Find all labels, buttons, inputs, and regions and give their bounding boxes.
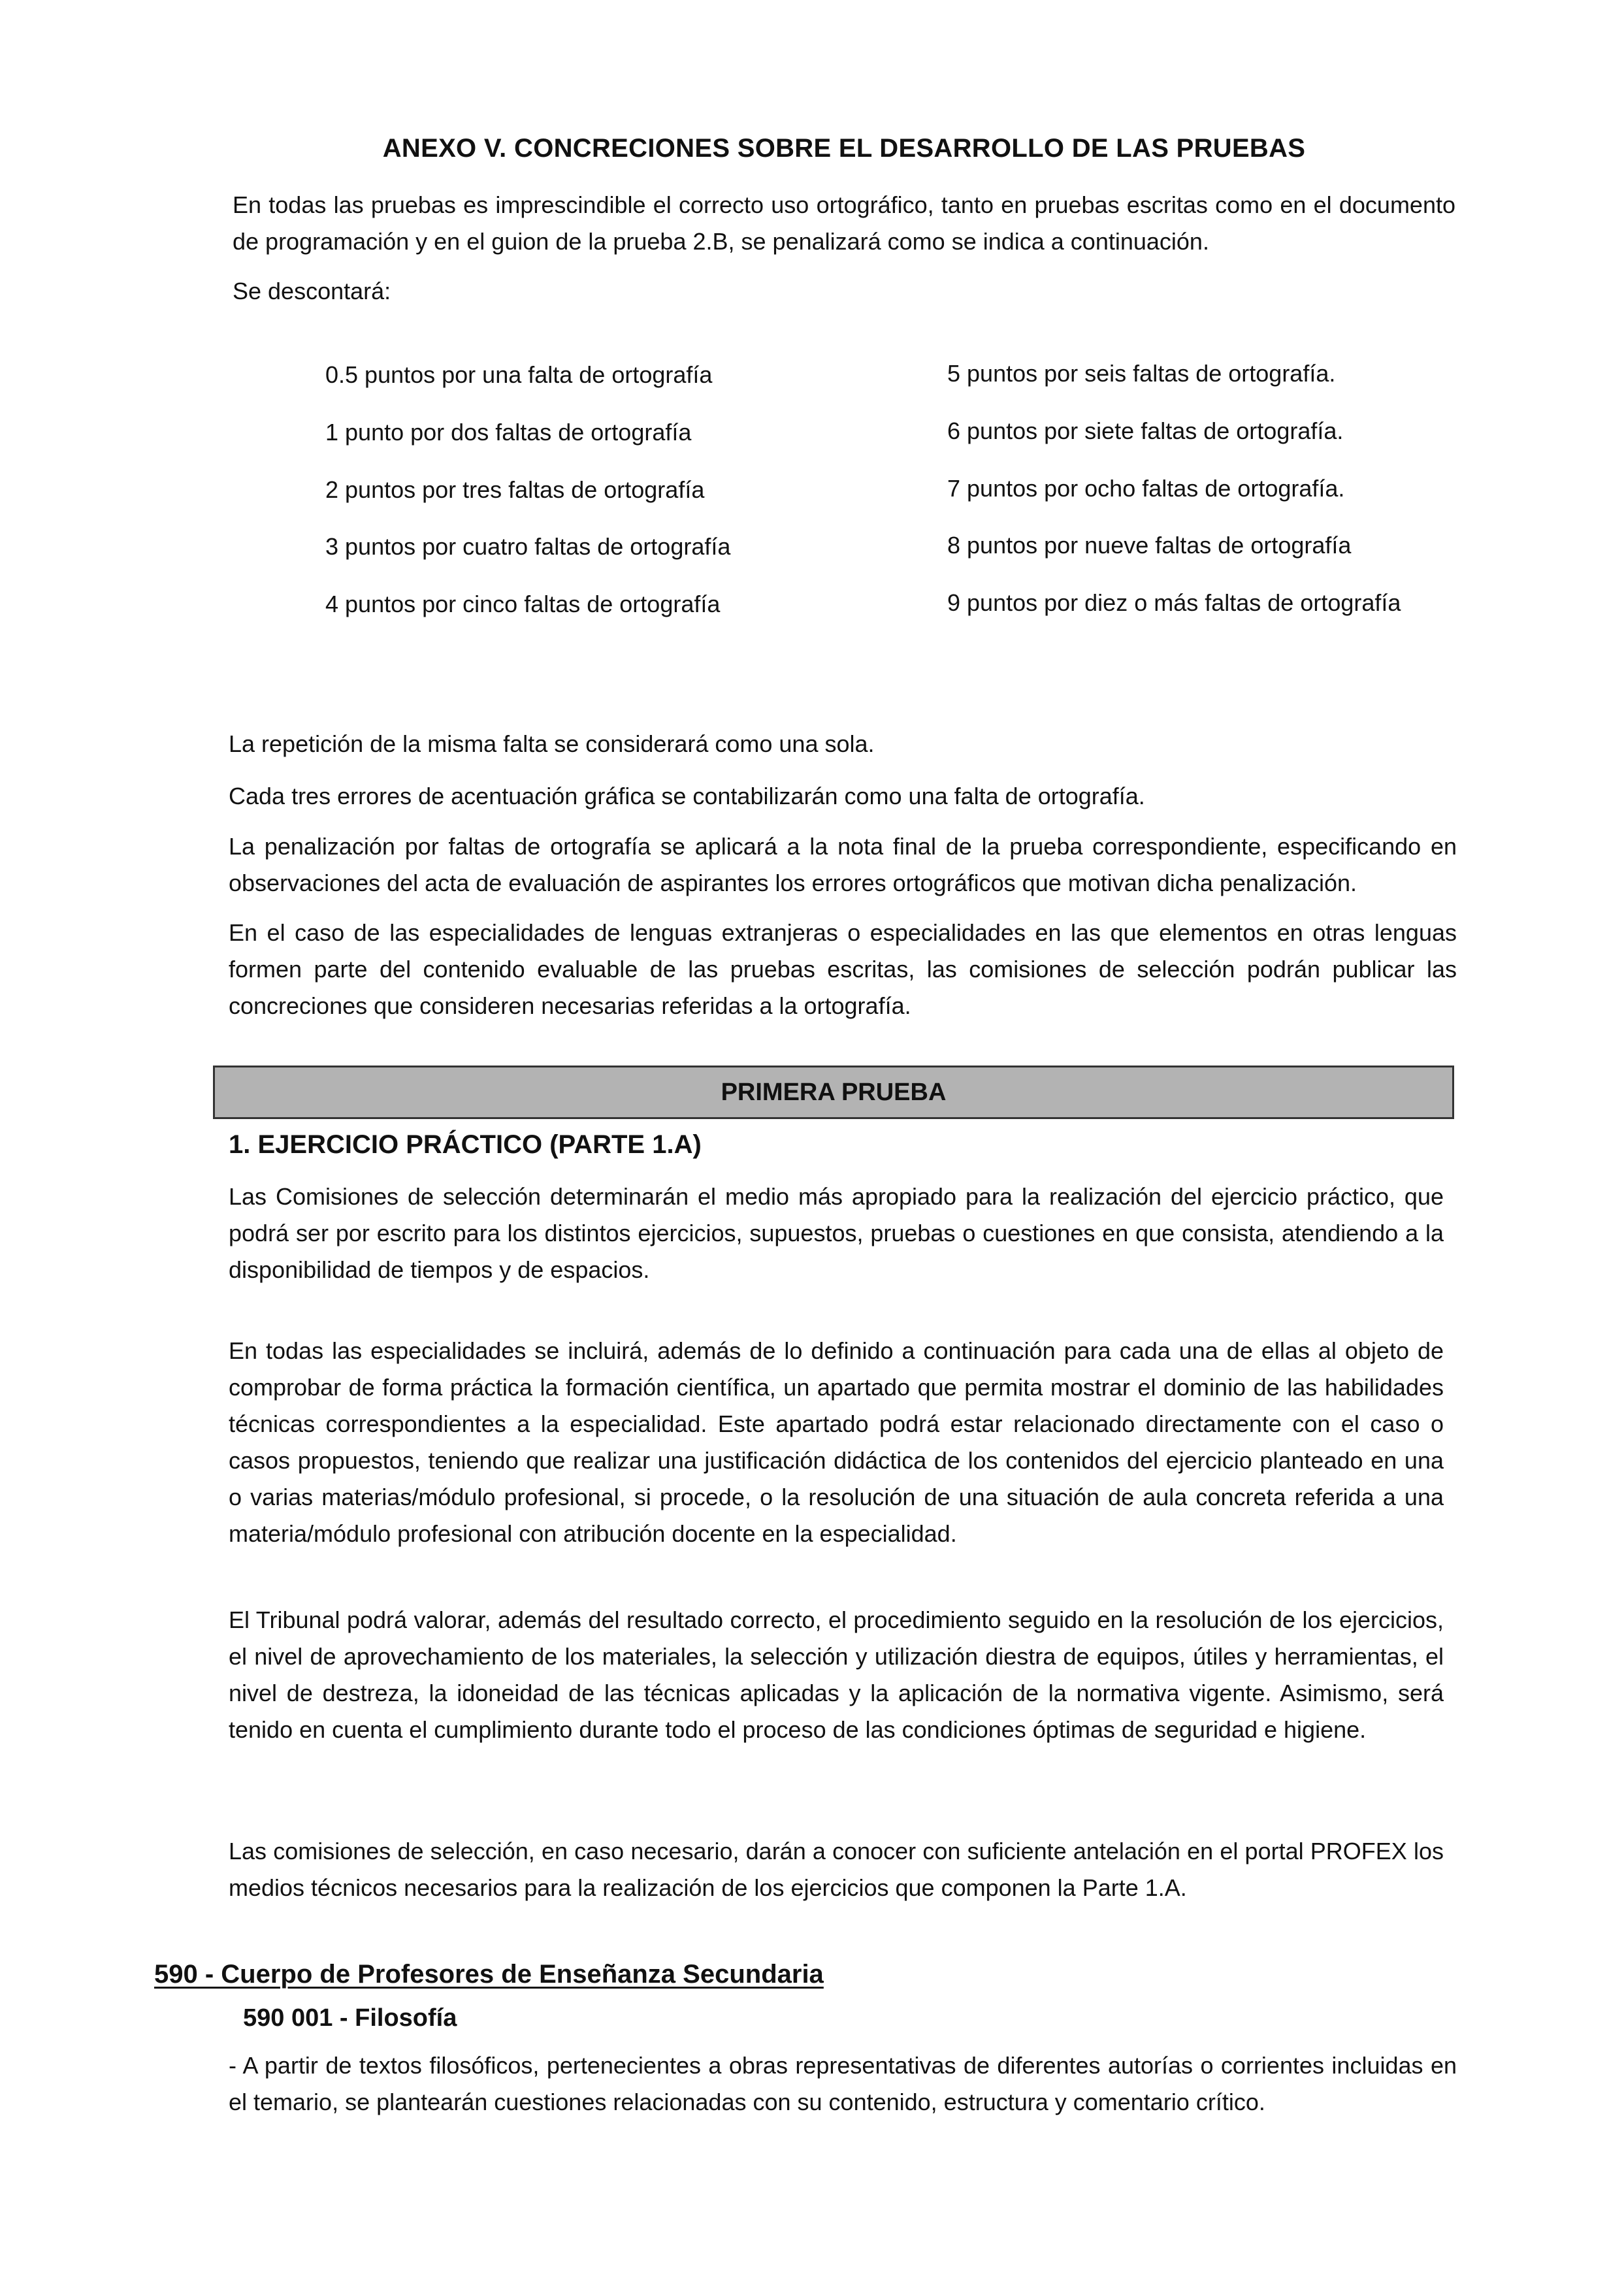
exercise-paragraph: Las comisiones de selección, en caso necesario, darán a conocer con suficiente antelación en el portal PROFEX los medios técnicos necesarios para la realización de los ejercicios que componen la Parte 1.A. [229, 1838, 1444, 1901]
exercise-paragraph: Las Comisiones de selección determinarán el medio más apropiado para la realización del ejercicio práctico, que podrá ser por escrito para los distintos ejercicios, supuestos, pruebas o cuestiones en que consista, atendiendo a la disponibilidad de tiempos y de espacios. [229, 1183, 1444, 1283]
section-header-bar [213, 1066, 1454, 1119]
exercise-heading: 1. EJERCICIO PRÁCTICO (PARTE 1.A) [229, 1130, 702, 1159]
deduct-label: Se descontará: [233, 278, 391, 304]
penalty-item-left: 2 puntos por tres faltas de ortografía [325, 476, 705, 503]
rule-paragraph: En el caso de las especialidades de lenguas extranjeras o especialidades en las que elementos en otras lenguas formen parte del contenido evaluable de las pruebas escritas, las comisiones de selección podrán publicar las concreciones que consideren necesarias referidas a la ortografía. [229, 919, 1457, 1019]
penalty-item-right: 7 puntos por ocho faltas de ortografía. [947, 475, 1345, 502]
intro-paragraph: En todas las pruebas es imprescindible el correcto uso ortográfico, tanto en pruebas escritas como en el documento de programación y en el guion de la prueba 2.B, se penalizará como se indica a continuación. [233, 191, 1455, 255]
specialty-paragraph: - A partir de textos filosóficos, pertenecientes a obras representativas de diferentes autorías o corrientes incluidas en el temario, se plantearán cuestiones relacionadas con su contenido, estructura y comentario crítico. [229, 2052, 1457, 2115]
body-heading: 590 - Cuerpo de Profesores de Enseñanza Secundaria [154, 1960, 824, 1989]
rule-paragraph: La penalización por faltas de ortografía se aplicará a la nota final de la prueba correspondiente, especificando en observaciones del acta de evaluación de aspirantes los errores ortográficos que motivan dicha penalización. [229, 833, 1457, 896]
penalty-item-left: 0.5 puntos por una falta de ortografía [325, 361, 713, 388]
rule-paragraph: La repetición de la misma falta se considerará como una sola. [229, 730, 875, 757]
exercise-paragraph: El Tribunal podrá valorar, además del resultado correcto, el procedimiento seguido en la resolución de los ejercicios, el nivel de aprovechamiento de los materiales, la selección y utilización diestra de equipos, útiles y herramientas, el nivel de destreza, la idoneidad de las técnicas aplicadas y la aplicación de la normativa vigente. Asimismo, será tenido en cuenta el cumplimiento durante todo el proceso de las condiciones óptimas de seguridad e higiene. [229, 1606, 1444, 1743]
penalty-item-right: 6 puntos por siete faltas de ortografía. [947, 417, 1344, 444]
penalty-item-left: 1 punto por dos faltas de ortografía [325, 419, 692, 446]
exercise-paragraph: En todas las especialidades se incluirá, además de lo definido a continuación para cada una de ellas al objeto de comprobar de forma práctica la formación científica, un apartado que permita mostrar el dominio de las habilidades técnicas correspondientes a la especialidad. Este apartado podrá estar relacionado directamente con el caso o casos propuestos, teniendo que realizar una justificación didáctica de los contenidos del ejercicio planteado en una o varias materias/módulo profesional, si procede, o la resolución de una situación de aula concreta referida a una materia/módulo profesional con atribución docente en la especialidad. [229, 1337, 1444, 1547]
penalty-item-left: 4 puntos por cinco faltas de ortografía [325, 591, 721, 617]
annex-title: ANEXO V. CONCRECIONES SOBRE EL DESARROLLO DE LAS PRUEBAS [382, 134, 1306, 163]
penalty-item-right: 8 puntos por nueve faltas de ortografía [947, 532, 1352, 559]
specialty-heading: 590 001 - Filosofía [243, 2004, 457, 2032]
penalty-item-right: 5 puntos por seis faltas de ortografía. [947, 360, 1336, 387]
penalty-item-right: 9 puntos por diez o más faltas de ortografía [947, 589, 1401, 616]
penalty-item-left: 3 puntos por cuatro faltas de ortografía [325, 533, 731, 560]
rule-paragraph: Cada tres errores de acentuación gráfica se contabilizarán como una falta de ortografía. [229, 783, 1145, 809]
section-title: PRIMERA PRUEBA [721, 1078, 947, 1106]
